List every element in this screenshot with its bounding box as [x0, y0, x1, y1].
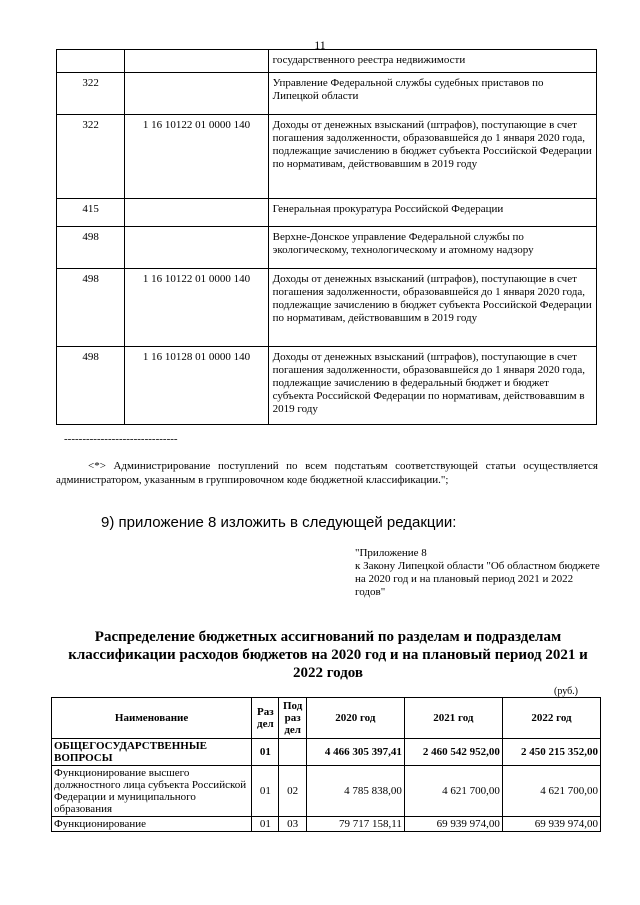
- section-name-cell: ОБЩЕГОСУДАРСТВЕННЫЕ ВОПРОСЫ: [52, 739, 252, 766]
- amount-2022-cell: 4 621 700,00: [502, 766, 600, 817]
- revenue-name-cell: государственного реестра недвижимости: [268, 50, 596, 73]
- header-2021: 2021 год: [404, 698, 502, 739]
- appendix-reference: [355, 547, 605, 599]
- header-razdel: Раз дел: [252, 698, 279, 739]
- revenue-name-cell: Доходы от денежных взысканий (штрафов), поступающие в счет погашения задолженности, образовавшейся до 1 января 2020 года, подлежащие зачислению в бюджет субъекта Российской Федерации по нормативам, действовавшим в 2019 году: [268, 269, 596, 347]
- administrators-table: [56, 49, 597, 425]
- section-name-cell: Функционирование высшего должностного лица субъекта Российской Федерации и муниципального образования: [52, 766, 252, 817]
- razdel-cell: 01: [252, 817, 279, 832]
- admin-code-cell: [57, 50, 125, 73]
- razdel-cell: 01: [252, 766, 279, 817]
- appendix-number: "Приложение 8: [355, 547, 427, 559]
- admin-code-cell: 498: [57, 227, 125, 269]
- table-row: [57, 115, 597, 199]
- table-row: [57, 347, 597, 425]
- amount-2020-cell: 4 466 305 397,41: [306, 739, 404, 766]
- admin-code-cell: 498: [57, 347, 125, 425]
- appendix-law-reference: к Закону Липецкой области "Об областном бюджете на 2020 год и на плановый период 2021 и 2022 годов": [355, 560, 600, 598]
- amount-2021-cell: 2 460 542 952,00: [404, 739, 502, 766]
- amount-2021-cell: 69 939 974,00: [404, 817, 502, 832]
- page-number: 11: [314, 38, 326, 52]
- revenue-name-cell: Доходы от денежных взысканий (штрафов), поступающие в счет погашения задолженности, образовавшейся до 1 января 2020 года, подлежащие зачислению в бюджет субъекта Российской Федерации по нормативам, действовавшим в 2019 году: [268, 115, 596, 199]
- revenue-name-cell: Генеральная прокуратура Российской Федерации: [268, 199, 596, 227]
- table-row: [57, 269, 597, 347]
- kbk-code-cell: 1 16 10122 01 0000 140: [125, 115, 268, 199]
- amount-2020-cell: 79 717 158,11: [306, 817, 404, 832]
- currency-unit: (руб.): [554, 686, 578, 697]
- table-row: [57, 50, 597, 73]
- section-name-cell: Функционирование: [52, 817, 252, 832]
- table-header-row: [52, 698, 601, 739]
- admin-code-cell: 415: [57, 199, 125, 227]
- budget-allocation-table: [51, 697, 601, 832]
- table-row: [57, 199, 597, 227]
- footnote-text: <*> Администрирование поступлений по всем подстатьям соответствующей статьи осуществляется администратором, указанным в группировочном коде бюджетной классификации.";: [56, 460, 598, 486]
- amount-2022-cell: 69 939 974,00: [502, 817, 600, 832]
- admin-code-cell: 322: [57, 73, 125, 115]
- kbk-code-cell: [125, 50, 268, 73]
- table-row: [57, 73, 597, 115]
- kbk-code-cell: 1 16 10128 01 0000 140: [125, 347, 268, 425]
- kbk-code-cell: [125, 227, 268, 269]
- budget-allocation-title: Распределение бюджетных ассигнований по разделам и подразделам классификации расходов бюджетов на 2020 год и на плановый период 2021 и 2022 годов: [68, 629, 588, 681]
- table-row: [57, 227, 597, 269]
- table-row: [52, 766, 601, 817]
- podrazdel-cell: 02: [279, 766, 306, 817]
- table-row: [52, 817, 601, 832]
- table-row: [52, 739, 601, 766]
- footnote-separator: -------------------------------: [64, 433, 178, 445]
- header-2020: 2020 год: [306, 698, 404, 739]
- amount-2021-cell: 4 621 700,00: [404, 766, 502, 817]
- admin-code-cell: 498: [57, 269, 125, 347]
- kbk-code-cell: [125, 73, 268, 115]
- amount-2020-cell: 4 785 838,00: [306, 766, 404, 817]
- revenue-name-cell: Управление Федеральной службы судебных приставов по Липецкой области: [268, 73, 596, 115]
- header-name: Наименование: [52, 698, 252, 739]
- amendment-item-9: 9) приложение 8 изложить в следующей редакции:: [101, 514, 457, 531]
- razdel-cell: 01: [252, 739, 279, 766]
- admin-code-cell: 322: [57, 115, 125, 199]
- header-podrazdel: Под раз дел: [279, 698, 306, 739]
- podrazdel-cell: [279, 739, 306, 766]
- kbk-code-cell: 1 16 10122 01 0000 140: [125, 269, 268, 347]
- kbk-code-cell: [125, 199, 268, 227]
- amount-2022-cell: 2 450 215 352,00: [502, 739, 600, 766]
- podrazdel-cell: 03: [279, 817, 306, 832]
- header-2022: 2022 год: [502, 698, 600, 739]
- revenue-name-cell: Доходы от денежных взысканий (штрафов), поступающие в счет погашения задолженности, образовавшейся до 1 января 2020 года, подлежащие зачислению в федеральный бюджет и бюджет субъекта Российской Федерации по нормативам, действовавшим в 2019 году: [268, 347, 596, 425]
- revenue-name-cell: Верхне-Донское управление Федеральной службы по экологическому, технологическому и атомному надзору: [268, 227, 596, 269]
